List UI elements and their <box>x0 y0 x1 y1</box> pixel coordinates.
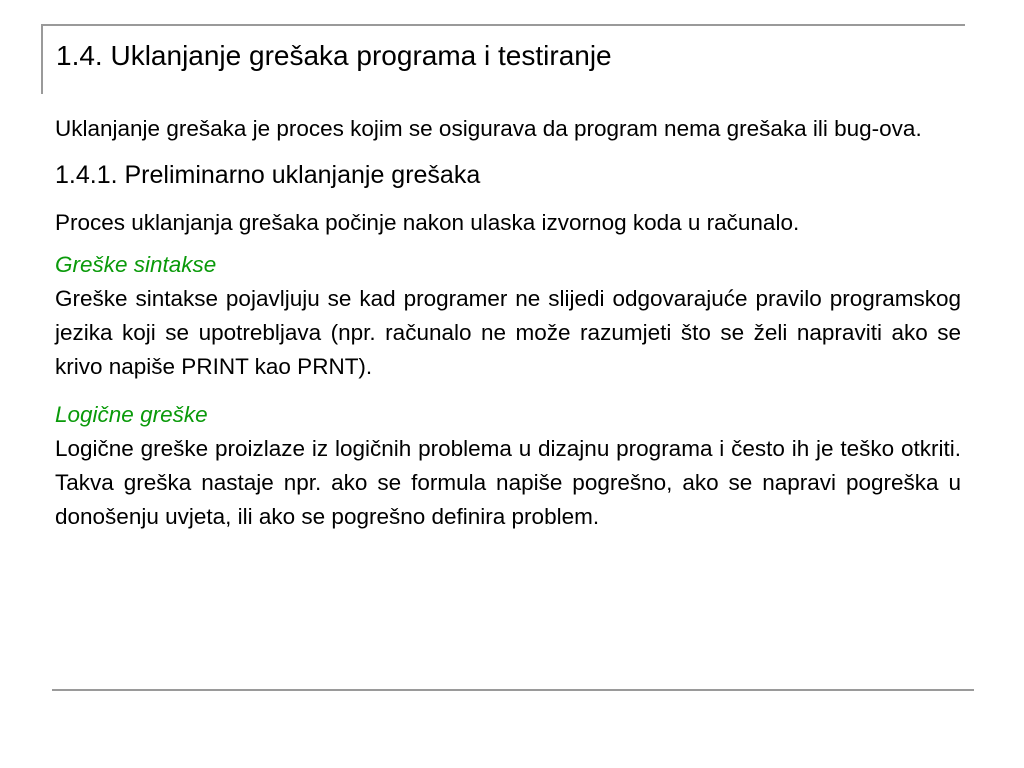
slide-content <box>55 112 961 534</box>
subsection-paragraph: Proces uklanjanja grešaka počinje nakon ulaska izvornog koda u računalo. <box>55 210 800 235</box>
left-rule <box>41 24 43 94</box>
subsection-heading: 1.4.1. Preliminarno uklanjanje grešaka <box>55 161 481 189</box>
intro-paragraph: Uklanjanje grešaka je proces kojim se osigurava da program nema grešaka ili bug-ova. <box>55 116 922 141</box>
logic-errors-paragraph: Logične greške proizlaze iz logičnih problema u dizajnu programa i često ih je teško otkriti. Takva greška nastaje npr. ako se formula napiše pogrešno, ako se napravi pogreška u donošenju uvjeta, ili ako se pogrešno definira problem. <box>55 436 961 529</box>
logic-errors-heading: Logične greške <box>55 402 208 427</box>
syntax-errors-paragraph: Greške sintakse pojavljuju se kad programer ne slijedi odgovarajuće pravilo programskog jezika koji se upotrebljava (npr. računalo ne može razumjeti što se želi napraviti ako se krivo napiše PRINT kao PRNT). <box>55 286 961 379</box>
top-rule <box>41 24 965 26</box>
bottom-rule <box>52 689 974 691</box>
syntax-errors-heading: Greške sintakse <box>55 252 217 277</box>
slide-title: 1.4. Uklanjanje grešaka programa i testiranje <box>56 40 612 71</box>
